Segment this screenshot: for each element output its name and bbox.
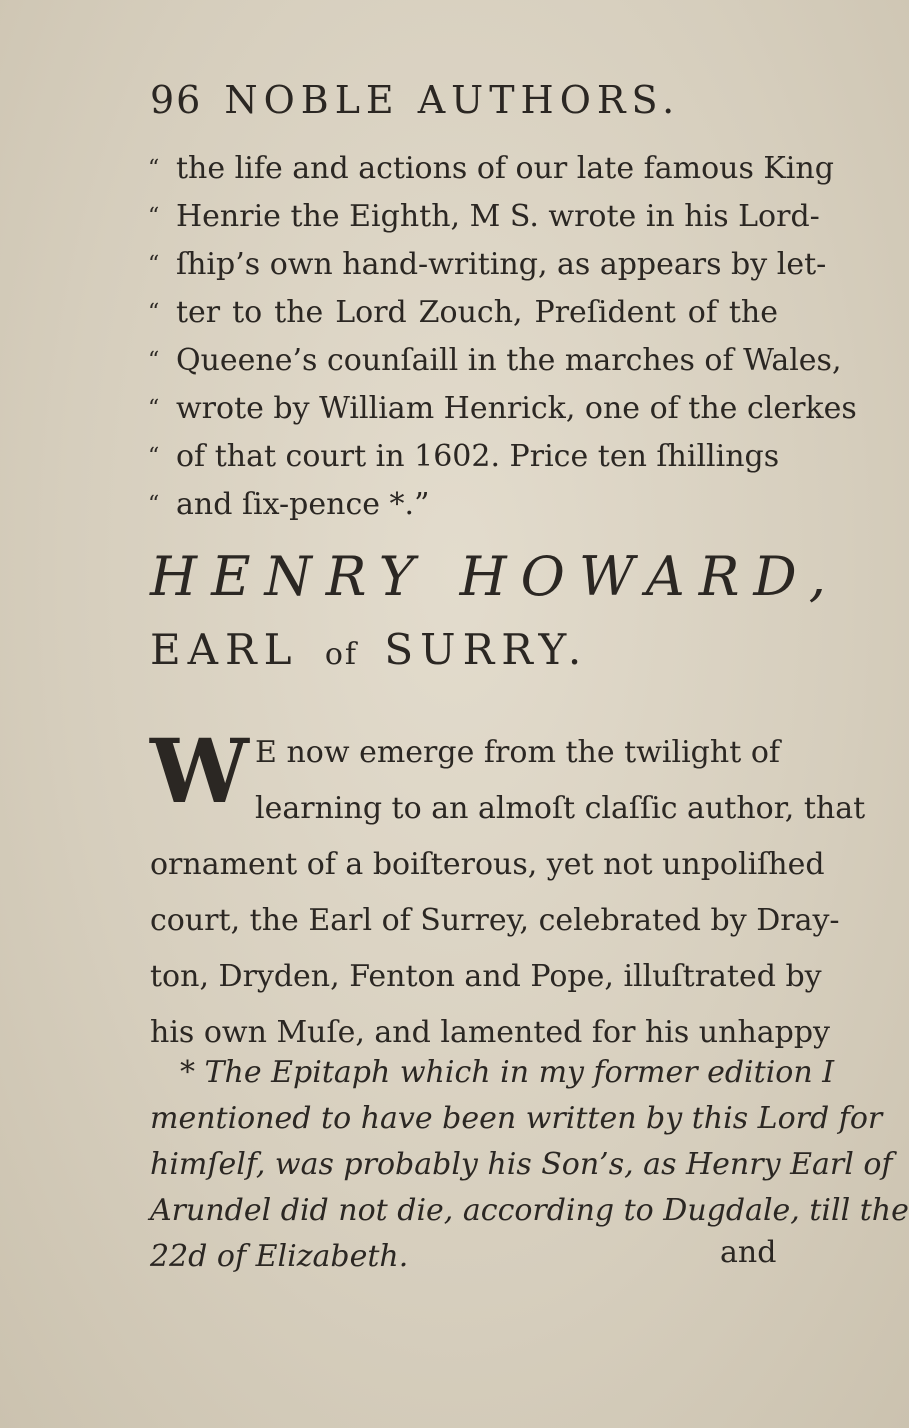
catchword: and: [720, 1235, 777, 1270]
quote-line: “ ter to the Lord Zouch, Preſident of the: [148, 289, 778, 337]
quote-mark: “: [148, 204, 160, 229]
section-title-rank: EARL of SURRY.: [150, 625, 589, 674]
drop-cap: W: [150, 719, 249, 823]
body-text: [150, 719, 866, 1061]
quote-line: “ Queene’s counſaill in the marches of Wales,: [148, 337, 778, 385]
page-header: [150, 78, 680, 122]
footnote-line: mentioned to have been written by this Lord for: [150, 1101, 883, 1136]
body-line: court, the Earl of Surrey, celebrated by Dray-: [150, 903, 840, 938]
quote-mark: “: [148, 492, 160, 517]
quote-line: “ Henrie the Eighth, M S. wrote in his Lord-: [148, 193, 778, 241]
quote-line: “ and ſix-pence *.”: [148, 481, 778, 529]
footnote-line: 22d of Elizabeth.: [150, 1239, 409, 1274]
footnote-line: himſelf, was probably his Son’s, as Henry Earl of: [150, 1147, 893, 1182]
quote-line: “ the life and actions of our late famous King: [148, 145, 778, 193]
running-title: NOBLE AUTHORS.: [224, 78, 681, 122]
quote-mark: “: [148, 300, 160, 325]
body-line: his own Muſe, and lamented for his unhappy: [150, 1015, 831, 1050]
quote-mark: “: [148, 252, 160, 277]
body-line: ton, Dryden, Fenton and Pope, illuſtrated by: [150, 959, 822, 994]
footnote-line: Arundel did not die, according to Dugdale, till the: [150, 1193, 909, 1228]
quote-line: “ of that court in 1602. Price ten ſhillings: [148, 433, 778, 481]
footnote-line: * The Epitaph which in my former edition I: [180, 1055, 835, 1090]
body-line: E now emerge from the twilight of: [255, 735, 780, 770]
quote-line: “ wrote by William Henrick, one of the clerkes: [148, 385, 778, 433]
quote-mark: “: [148, 156, 160, 181]
quotation-block: [148, 145, 857, 529]
section-title-name: HENRY HOWARD,: [150, 545, 840, 608]
body-line: ornament of a boiſterous, yet not unpoliſhed: [150, 847, 825, 882]
body-line: learning to an almoſt claſſic author, that: [255, 791, 866, 826]
footnote: [150, 1050, 909, 1280]
page-number: 96: [150, 78, 203, 122]
quote-mark: “: [148, 348, 160, 373]
quote-mark: “: [148, 444, 160, 469]
quote-mark: “: [148, 396, 160, 421]
quote-line: “ ſhip’s own hand-writing, as appears by let-: [148, 241, 778, 289]
